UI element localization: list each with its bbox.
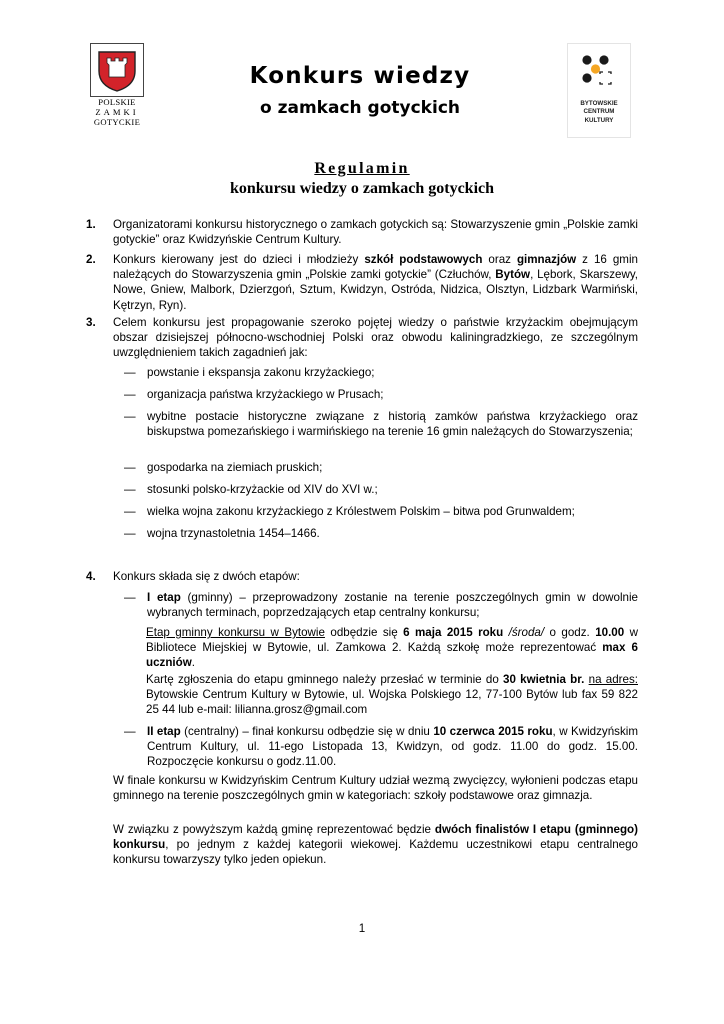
bold-run: max 6 uczniów <box>146 641 638 670</box>
topic-item <box>124 482 638 497</box>
bold-run: I etap <box>147 591 181 604</box>
logo-left-text <box>86 97 148 127</box>
dash-bullet: — <box>124 725 136 738</box>
dash-bullet: — <box>124 410 136 423</box>
text-run: (centralny) – finał konkursu odbędzie się w dniu <box>180 725 434 738</box>
header-title-line1: Konkurs wiedzy <box>249 63 471 89</box>
bold-run: gimnazjów <box>516 253 577 266</box>
bold-run: 6 maja 2015 roku <box>403 626 504 639</box>
topic-text: stosunki polsko-krzyżackie od XIV do XVI w.; <box>147 483 378 496</box>
stage-2-text <box>147 724 638 770</box>
item-number: 2. <box>86 253 96 266</box>
bold-run: 10 czerwca 2015 roku <box>433 725 553 738</box>
stage-1-text <box>147 590 638 620</box>
text-run: Bytowskie Centrum Kultury w Bytowie, ul. Wojska Polskiego 12, 77-100 Bytów lub fax 59 822 25 44 lub e-mail: lilianna.grosz@gmail.com <box>146 688 638 717</box>
dash-bullet: — <box>124 505 136 518</box>
dots-icon <box>581 54 619 94</box>
item-number: 3. <box>86 316 96 329</box>
list-item-2 <box>86 252 638 313</box>
dash-bullet: — <box>124 527 136 540</box>
bold-run: II etap <box>147 725 181 738</box>
text-run: oraz <box>482 253 517 266</box>
stage-1-item <box>124 590 638 620</box>
item-number: 4. <box>86 570 96 583</box>
topic-text: wybitne postacie historyczne związane z historią zamków państwa krzyżackiego oraz biskupstwa pomezańskiego i warmińskiego na terenie 16 gmin należących do Stowarzyszenia; <box>147 410 638 439</box>
item-text: Celem konkursu jest propagowanie szeroko pojętej wiedzy o państwie krzyżackim obejmującym obszar dzisiejszej północno-wschodniej Polski oraz obwodu kaliningradzkiego, ze szczególnym uwzględnieniem takich zagadnień jak: <box>113 316 638 360</box>
logo-left-line2: ZAMKI <box>95 107 139 117</box>
regulamin-subtitle: konkursu wiedzy o zamkach gotyckich <box>229 180 495 197</box>
topic-text: powstanie i ekspansja zakonu krzyżackiego; <box>147 366 375 379</box>
item-text: Organizatorami konkursu historycznego o zamkach gotyckich są: Stowarzyszenie gmin „Polskie zamki gotyckie” oraz Kwidzyńskie Centrum Kultury. <box>113 218 638 247</box>
bold-run: 10.00 <box>595 626 625 639</box>
polskie-zamki-gotyckie-logo <box>86 43 148 135</box>
topic-text: wojna trzynastoletnia 1454–1466. <box>147 527 320 540</box>
topic-item <box>124 387 638 402</box>
logo-right-line3: KULTURY <box>584 116 614 124</box>
header-title-line2: o zamkach gotyckich <box>260 98 460 118</box>
topic-item <box>124 504 638 519</box>
topic-item <box>124 460 638 475</box>
list-item-1 <box>86 217 638 247</box>
topic-item <box>124 526 638 541</box>
logo-right-text <box>568 100 630 125</box>
dash-bullet: — <box>124 483 136 496</box>
stage-2-item <box>124 724 638 770</box>
list-item-4 <box>86 569 638 584</box>
logo-right-line1: BYTOWSKIE <box>580 100 618 107</box>
text-run: w Bibliotece Miejskiej w Bytowie, ul. Zamkowa 2. Każdą szkołę może reprezentować <box>146 626 639 655</box>
bold-run: dwóch finalistów I etapu (gminnego) konkursu <box>113 823 638 852</box>
castle-shield-icon <box>96 49 138 93</box>
text-run: W związku z powyższym każdą gminę reprezentować będzie <box>113 823 435 836</box>
item-text <box>113 252 638 313</box>
text-run: Konkurs kierowany jest do dzieci i młodzieży <box>113 253 365 266</box>
text-run: (gminny) – przeprowadzony zostanie na terenie poszczególnych gmin w dowolnie wybranych terminach, poprzedzających etap centralny konkursu; <box>147 591 639 620</box>
etap-gminny-paragraph <box>146 625 638 671</box>
text-run: . <box>191 656 195 670</box>
topic-text: wielka wojna zakonu krzyżackiego z Królestwem Polskim – bitwa pod Grunwaldem; <box>147 505 575 518</box>
topic-text: organizacja państwa krzyżackiego w Prusach; <box>147 388 384 401</box>
text-run: o godz. <box>544 626 596 639</box>
text-run: odbędzie się <box>324 626 404 639</box>
text-run: z 16 gmin należących do Stowarzyszenia gmin „Polskie zamki gotyckie” (Człuchów, <box>113 253 638 282</box>
text-run: Kartę zgłoszenia do etapu gminnego należy przesłać w terminie do <box>146 673 504 686</box>
underlined-run: na adres: <box>588 673 638 686</box>
text-run: , Lębork, Skarszewy, Nowe, Gniew, Malbork, Dzierzgoń, Sztum, Kwidzyn, Ostróda, Nidzica, Olsztyn, Lidzbark Warmiński, Kętrzyn, Ryn). <box>113 268 638 312</box>
list-item-3 <box>86 315 638 361</box>
bold-run: Bytów <box>495 268 531 282</box>
bold-run: szkół podstawowych <box>364 253 483 266</box>
dash-bullet: — <box>124 461 136 474</box>
dash-bullet: — <box>124 388 136 401</box>
finalists-paragraph <box>113 822 638 868</box>
logo-right-line2: CENTRUM <box>583 108 615 116</box>
karta-zgloszenia-paragraph <box>146 672 638 718</box>
topic-item <box>124 409 638 439</box>
bold-run: 30 kwietnia br. <box>503 673 585 686</box>
text-run: , w Kwidzyńskim Centrum Kultury, ul. 11-ego Listopada 13, Kwidzyn, od godz. 11.00 do godz. 15.00. Rozpoczęcie konkursu o godz.11.00. <box>147 725 639 769</box>
regulamin-title-text: Regulamin <box>314 160 410 177</box>
logo-left-line3: GOTYCKIE <box>93 117 141 127</box>
topic-item <box>124 365 638 380</box>
underlined-run: Etap gminny konkursu w Bytowie <box>146 626 325 639</box>
topic-text: gospodarka na ziemiach pruskich; <box>147 461 323 474</box>
finale-paragraph: W finale konkursu w Kwidzyńskim Centrum Kultury udział wezmą zwycięzcy, wyłonieni podczas etapu gminnego na terenie poszczególnych gmin w kategoriach: szkoły podstawowe oraz gimnazja. <box>113 774 638 803</box>
item-text: Konkurs składa się z dwóch etapów: <box>113 570 300 583</box>
text-run: , po jednym z każdej kategorii wiekowej. Każdemu uczestnikowi etapu centralnego konkursu towarzyszy tylko jeden opiekun. <box>113 838 638 867</box>
item-number: 1. <box>86 218 96 231</box>
dash-bullet: — <box>124 366 136 379</box>
logo-left-line1: POLSKIE <box>98 97 136 107</box>
bytowskie-centrum-kultury-logo <box>567 43 631 138</box>
page-number: 1 <box>358 922 366 935</box>
dash-bullet: — <box>124 591 136 604</box>
regulamin-title <box>0 160 724 178</box>
italic-run: /środa/ <box>508 626 545 639</box>
